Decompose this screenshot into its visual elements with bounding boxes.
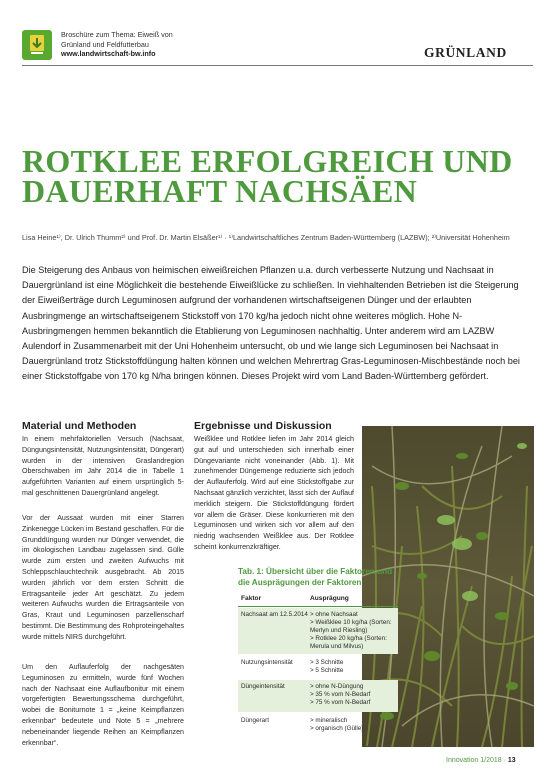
- table-row: [238, 714, 398, 738]
- material-paragraph-1: In einem mehrfaktoriellen Versuch (Nachsaat, Düngungsintensität, Nutzungsintensität, Düngerart) wurden in der intensiven Graslandregion Oberschwaben im Jahr 2014 die in Tabelle 1 aufgeführten Varianten auf einem ursprünglich 5-mal geschnittenen Dauergrünland angelegt.: [22, 435, 184, 497]
- article-intro: Die Steigerung des Anbaus von heimischen eiweißreichen Pflanzen u.a. durch verbesserte Nutzung und Nachsaat in Dauergrünland ist eine Möglichkeit die bestehende Eiweißlücke zu schließen. In viehhaltenden Betrieben ist die Steigerung der Eiweißerträge durch Leguminosen aufgrund der vorhandenen wirtschaftseigenen Dünger und der erlaubten Ausbringmenge an wirtschaftseigenem Stickstoff von 170 kg/ha jedoch nicht ohne weiteres möglich. Hohe N-Ausbringmengen hemmen bekanntlich die Etablierung von Leguminosen nachhaltig. Unter anderem wird am LAZBW Aulendorf in Zusammenarbeit mit der Uni Hohenheim untersucht, ob und wie lange sich Leguminosen bei Nachsaat in Dauergrünland trotz Stickstoffdüngung halten können und welchen Mehrertrag Gras-Leguminosen-Mischbestände noch bei einer Stickstoffgabe von 170 kg N/ha bringen können. Dieses Projekt wird vom Land Baden-Württemberg gefördert.: [22, 265, 520, 382]
- column-header-factor: Faktor: [241, 595, 262, 602]
- table-caption: Tab. 1: Übersicht über die Faktoren und die Ausprägungen der Faktoren: [238, 567, 393, 587]
- material-paragraph-3: Um den Auflauferfolg der nachgesäten Leguminosen zu ermitteln, wurde fünf Wochen nach der Nachsaat eine Auflaufbonitur mit einem vorgefertigten Bewertungsschema durchgeführt, wobei die Boniturnote 1 = „keine Keimpflanzen erkennbar“ bedeutete und Note 5 = „mehrere nebeneinander liegende Reihen an Keimpflanzen erkennbar“.: [22, 663, 184, 747]
- brochure-info: [61, 30, 173, 59]
- section-label: GRÜNLAND: [424, 45, 507, 60]
- table-cell-factor: Düngeintensität: [241, 683, 285, 690]
- article-title-line-1: ROTKLEE ERFOLGREICH UND: [22, 143, 513, 179]
- results-heading: Ergebnisse und Diskussion: [194, 420, 332, 432]
- table-cell-values: > ohne N-Düngung > 35 % vom N-Bedarf > 75 % vom N-Bedarf: [310, 683, 371, 706]
- table-cell-values: > 3 Schnitte > 5 Schnitte: [310, 659, 344, 674]
- brochure-line-2: Grünland und Feldfutterbau: [61, 39, 149, 49]
- table-header: [238, 594, 398, 607]
- table-cell-factor: Düngerart: [241, 717, 270, 724]
- header-divider: [22, 65, 533, 66]
- table-cell-values: > ohne Nachsaat > Weißklee 10 kg/ha (Sorten: Merlyn und Riesling) > Rotklee 20 kg/ha (Sorten: Merula und Milvus): [310, 611, 392, 650]
- issue-label: Innovation 1/2018 ·: [446, 757, 506, 764]
- brochure-url-link[interactable]: www.landwirtschaft-bw.info: [61, 49, 156, 58]
- article-title: [22, 143, 532, 209]
- table-cell-factor: Nachsaat am 12.5.2014: [241, 611, 308, 618]
- page-number: 13: [507, 757, 516, 764]
- table-cell-factor: Nutzungsintensität: [241, 659, 293, 666]
- article-title-line-2: DAUERHAFT NACHSÄEN: [22, 173, 418, 209]
- brochure-line-1: Broschüre zum Thema: Eiweiß von: [61, 30, 173, 39]
- table-row: [238, 608, 398, 654]
- column-header-value: Ausprägung: [310, 595, 349, 602]
- material-heading: Material und Methoden: [22, 420, 137, 432]
- table-row: [238, 656, 398, 678]
- brochure-download-icon[interactable]: [22, 30, 52, 60]
- results-paragraph-1: Weißklee und Rotklee liefen im Jahr 2014 gleich gut auf und unterschieden sich innerhalb einer Düngevariante nicht voneinander (Abb. 1). Mit zunehmender Düngemenge reduzierte sich jedoch der Auflauferfolg. Wird auf eine Stickstoffgabe zur Nachsaat gänzlich verzichtet, lässt sich der Auflauf merklich steigern. Die Stickstoffdüngung fördert vor allem die Gräser. Diese konkurrieren mit den Leguminosen und wirken sich vor allem auf den niedrig wachsenden Weißklee aus. Der Rotklee scheint konkurrenzkräftiger.: [194, 435, 354, 551]
- page-footer: [446, 757, 516, 764]
- table-row: [238, 680, 398, 712]
- material-paragraph-2: Vor der Aussaat wurden mit einer Starren Zinkenegge Lücken im Bestand geschaffen. Für die Grunddüngung wurden nur Dünger verwendet, die im ökologischen Landbau zugelassen sind. Gülle wurde zum ersten und zweiten Aufwuchs mit Schleppschlauchtechnik ausgebracht. Ab 2015 wurden jährlich vor dem ersten Schnitt die Ertragsanteile jeder Art geschätzt. Zu jedem weiteren Aufwuchs wurden die Ertragsanteile von Gras, Kraut und Leguminosen parzellenscharf bestimmt. Die Bestimmung des Rohproteingehaltes wurde mittels NIRS durchgeführt.: [22, 514, 184, 641]
- article-authors: Lisa Heine¹⁾, Dr. Ulrich Thumm²⁾ und Prof. Dr. Martin Elsäßer¹⁾ · ¹⁾Landwirtschaftliches Zentrum Baden-Württemberg (LAZBW); ²⁾Universität Hohenheim: [22, 233, 510, 242]
- table-cell-values: > mineralisch > organisch (Gülle): [310, 717, 364, 732]
